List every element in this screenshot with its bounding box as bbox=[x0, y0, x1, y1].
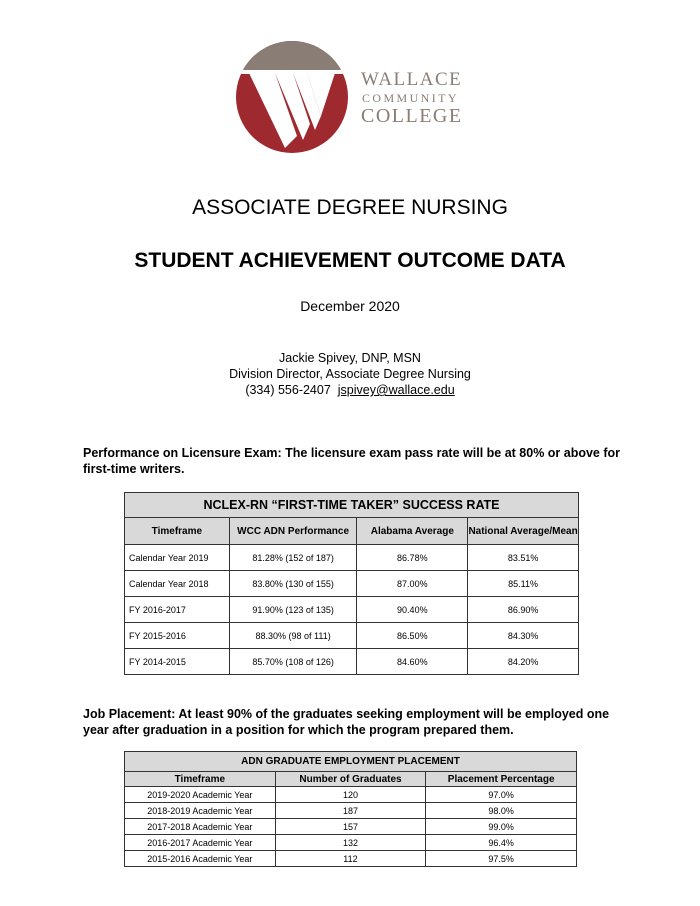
nclex-table bbox=[124, 492, 579, 675]
table-cell: 86.78% bbox=[357, 545, 468, 571]
table-row bbox=[125, 819, 577, 835]
table-cell: 96.4% bbox=[426, 835, 577, 851]
table-cell: 97.0% bbox=[426, 787, 577, 803]
table-cell: 99.0% bbox=[426, 819, 577, 835]
table-cell: 85.70% (108 of 126) bbox=[229, 649, 357, 675]
table-cell: 84.60% bbox=[357, 649, 468, 675]
logo-wordmark bbox=[361, 70, 463, 126]
contact-line bbox=[0, 382, 700, 398]
table-cell: 84.20% bbox=[468, 649, 579, 675]
column-header: Number of Graduates bbox=[275, 772, 426, 787]
licensure-statement: Performance on Licensure Exam: The licensure exam pass rate will be at 80% or above for first-time writers. bbox=[83, 446, 621, 476]
table-cell: 88.30% (98 of 111) bbox=[229, 623, 357, 649]
contact-name: Jackie Spivey, DNP, MSN bbox=[279, 351, 421, 365]
table-cell: FY 2014-2015 bbox=[125, 649, 230, 675]
table-cell: 112 bbox=[275, 851, 426, 867]
table-cell: 86.50% bbox=[357, 623, 468, 649]
table-cell: 83.80% (130 of 155) bbox=[229, 571, 357, 597]
table-cell: 86.90% bbox=[468, 597, 579, 623]
table-cell: 2017-2018 Academic Year bbox=[125, 819, 276, 835]
table-cell: Calendar Year 2019 bbox=[125, 545, 230, 571]
table-cell: 91.90% (123 of 135) bbox=[229, 597, 357, 623]
column-header: Timeframe bbox=[125, 772, 276, 787]
table-cell: 2016-2017 Academic Year bbox=[125, 835, 276, 851]
table-cell: 83.51% bbox=[468, 545, 579, 571]
page-subheading: STUDENT ACHIEVEMENT OUTCOME DATA bbox=[134, 249, 566, 272]
table-cell: 98.0% bbox=[426, 803, 577, 819]
table-row bbox=[125, 623, 579, 649]
college-logo bbox=[235, 40, 475, 155]
table-cell: Calendar Year 2018 bbox=[125, 571, 230, 597]
table-row bbox=[125, 851, 577, 867]
table-row bbox=[125, 597, 579, 623]
page-heading: ASSOCIATE DEGREE NURSING bbox=[192, 196, 508, 219]
table-cell: 132 bbox=[275, 835, 426, 851]
placement-table bbox=[124, 751, 577, 867]
logo-line-3: COLLEGE bbox=[361, 105, 463, 127]
contact-block bbox=[0, 350, 700, 398]
table-cell: 87.00% bbox=[357, 571, 468, 597]
table-cell: FY 2015-2016 bbox=[125, 623, 230, 649]
table-row bbox=[125, 571, 579, 597]
column-header: Timeframe bbox=[125, 518, 230, 545]
table-cell: 2019-2020 Academic Year bbox=[125, 787, 276, 803]
table-cell: 90.40% bbox=[357, 597, 468, 623]
table-cell: 97.5% bbox=[426, 851, 577, 867]
table-cell: 2015-2016 Academic Year bbox=[125, 851, 276, 867]
contact-email-link[interactable]: jspivey@wallace.edu bbox=[337, 383, 455, 397]
nclex-table-title: NCLEX-RN “FIRST-TIME TAKER” SUCCESS RATE bbox=[125, 493, 579, 518]
table-row bbox=[125, 649, 579, 675]
column-header: Placement Percentage bbox=[426, 772, 577, 787]
column-header: Alabama Average bbox=[357, 518, 468, 545]
column-header: WCC ADN Performance bbox=[229, 518, 357, 545]
table-cell: 157 bbox=[275, 819, 426, 835]
table-row bbox=[125, 545, 579, 571]
table-cell: 120 bbox=[275, 787, 426, 803]
table-row bbox=[125, 803, 577, 819]
placement-table-title: ADN GRADUATE EMPLOYMENT PLACEMENT bbox=[125, 752, 577, 772]
table-cell: 81.28% (152 of 187) bbox=[229, 545, 357, 571]
table-cell: 85.11% bbox=[468, 571, 579, 597]
table-cell: 187 bbox=[275, 803, 426, 819]
w-seal-icon bbox=[235, 40, 355, 155]
contact-title: Division Director, Associate Degree Nursing bbox=[229, 367, 471, 381]
placement-statement: Job Placement: At least 90% of the graduates seeking employment will be employed one year after graduation in a position for which the program prepared them. bbox=[83, 707, 610, 737]
table-cell: 84.30% bbox=[468, 623, 579, 649]
report-date: December 2020 bbox=[300, 298, 400, 314]
table-cell: 2018-2019 Academic Year bbox=[125, 803, 276, 819]
contact-phone: (334) 556-2407 bbox=[245, 383, 331, 397]
table-cell: FY 2016-2017 bbox=[125, 597, 230, 623]
table-row bbox=[125, 787, 577, 803]
logo-line-2: COMMUNITY bbox=[362, 91, 459, 105]
logo-line-1: WALLACE bbox=[361, 69, 463, 90]
column-header: National Average/Mean bbox=[468, 518, 579, 545]
table-row bbox=[125, 835, 577, 851]
